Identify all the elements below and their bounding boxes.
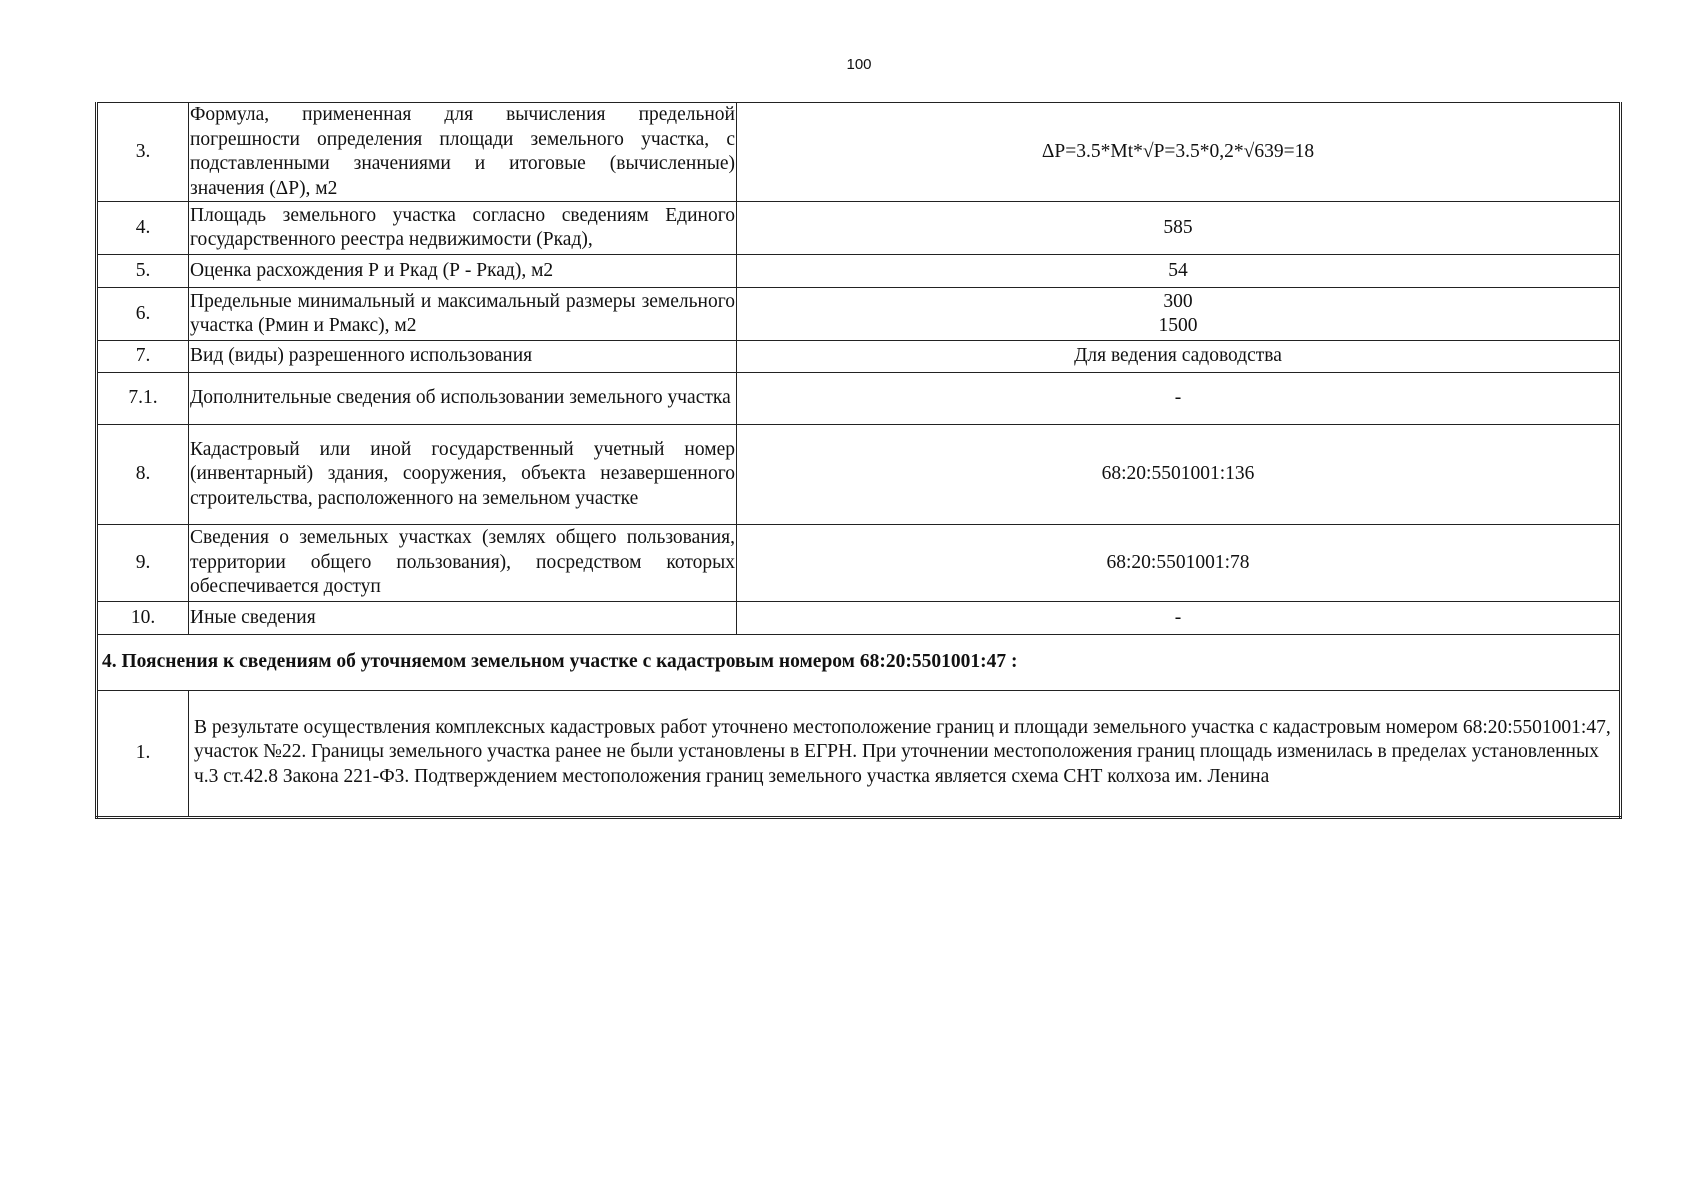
table-row [97, 691, 1621, 818]
row-value [737, 202, 1621, 255]
row-value [737, 288, 1621, 341]
row-number: 6. [97, 288, 189, 341]
row-label: Предельные минимальный и максимальный размеры земельного участка (Рмин и Рмакс), м2 [189, 288, 737, 341]
page-number: 100 [846, 56, 872, 73]
row-value-line: 585 [1163, 216, 1193, 238]
table-row [97, 202, 1621, 255]
row-value [737, 373, 1621, 425]
row-number: 9. [97, 525, 189, 602]
row-value [737, 255, 1621, 288]
row-value-line: Для ведения садоводства [1074, 345, 1282, 367]
row-number: 4. [97, 202, 189, 255]
table-row [97, 373, 1621, 425]
row-number: 5. [97, 255, 189, 288]
row-number: 7.1. [97, 373, 189, 425]
row-value-line: 68:20:5501001:78 [1106, 551, 1250, 573]
row-number: 1. [97, 691, 189, 818]
table-row [97, 103, 1621, 202]
explanation-text: В результате осуществления комплексных кадастровых работ уточнено местоположение границ и площади земельного участка с кадастровым номером 68:20:5501001:47, участок №22. Границы земельного участка ранее не были установлены в ЕГРН. При уточнении местоположения границ площадь изменилась в пределах установленных ч.3 ст.42.8 Закона 221-ФЗ. Подтверждением местоположения границ земельного участка является схема СНТ колхоза им. Ленина [189, 691, 1621, 818]
row-label: Иные сведения [189, 602, 737, 635]
table-row [97, 425, 1621, 525]
table-row [97, 341, 1621, 373]
row-value [737, 341, 1621, 373]
row-value [737, 103, 1621, 202]
row-value [737, 602, 1621, 635]
row-value-line: 1500 [1158, 315, 1198, 336]
row-label: Вид (виды) разрешенного использования [189, 341, 737, 373]
section-heading: 4. Пояснения к сведениям об уточняемом земельном участке с кадастровым номером 68:20:5501001:47 : [97, 635, 1621, 691]
row-number: 7. [97, 341, 189, 373]
row-value-line: 54 [1168, 259, 1188, 281]
row-number: 8. [97, 425, 189, 525]
table-row [97, 255, 1621, 288]
row-value [737, 525, 1621, 602]
row-label: Сведения о земельных участках (землях общего пользования, территории общего пользования), посредством которых обеспечивается доступ [189, 525, 737, 602]
row-label: Площадь земельного участка согласно сведениям Единого государственного реестра недвижимости (Ркад), [189, 202, 737, 255]
table-row [97, 602, 1621, 635]
row-value-line: ΔP=3.5*Mt*√P=3.5*0,2*√639=18 [1041, 140, 1315, 162]
section-heading-row [97, 635, 1621, 691]
row-number: 10. [97, 602, 189, 635]
table-row [97, 525, 1621, 602]
cadastral-info-table [95, 102, 1622, 819]
row-label: Кадастровый или иной государственный учетный номер (инвентарный) здания, сооружения, объекта незавершенного строительства, расположенного на земельном участке [189, 425, 737, 525]
row-value-line: - [1174, 387, 1182, 409]
row-label: Дополнительные сведения об использовании земельного участка [189, 373, 737, 425]
row-value-line: 68:20:5501001:136 [1101, 463, 1255, 485]
row-value-line: 300 [1163, 290, 1193, 312]
row-label: Оценка расхождения Р и Ркад (Р - Ркад), м2 [189, 255, 737, 288]
row-number: 3. [97, 103, 189, 202]
row-value [737, 425, 1621, 525]
row-value-line: - [1174, 606, 1182, 628]
row-label: Формула, примененная для вычисления предельной погрешности определения площади земельного участка, с подставленными значениями и итоговые (вычисленные) значения (ΔP), м2 [189, 103, 737, 202]
table-row [97, 288, 1621, 341]
